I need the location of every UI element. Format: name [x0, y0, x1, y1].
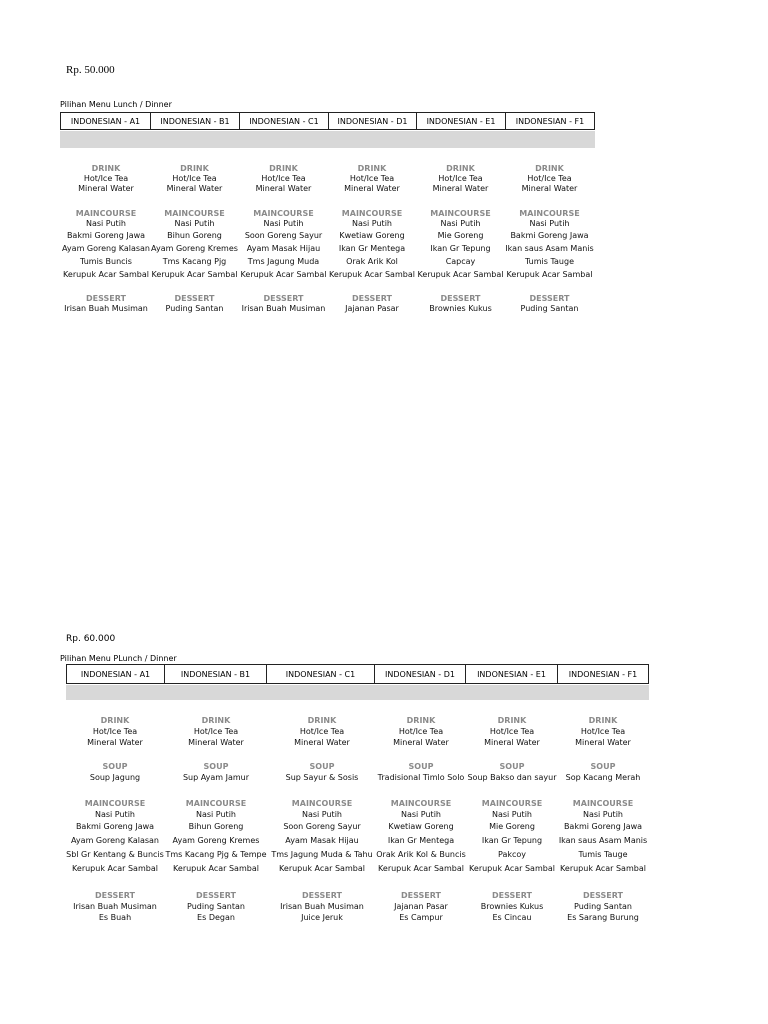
- main-section-label: MAINCOURSE: [341, 209, 403, 218]
- soup-section-label: SOUP: [203, 762, 229, 771]
- menu1-header-row: [60, 112, 595, 130]
- drink-item: Hot/Ice Tea: [489, 727, 535, 736]
- menu1-price: Rp. 50.000: [66, 64, 115, 76]
- main-item: Bakmi Goreng Jawa: [75, 822, 155, 831]
- drink-item: Hot/Ice Tea: [398, 727, 444, 736]
- dessert-section-label: DESSERT: [492, 891, 532, 900]
- menu2-header-d1: INDONESIAN - D1: [375, 665, 466, 683]
- main-item: Nasi Putih: [582, 810, 623, 819]
- soup-section-label: SOUP: [590, 762, 616, 771]
- main-item: Ayam Goreng Kalasan: [62, 244, 150, 253]
- main-item: Nasi Putih: [263, 219, 304, 228]
- drink-item: Mineral Water: [255, 184, 312, 193]
- drink-item: Mineral Water: [484, 738, 540, 747]
- main-item: Nasi Putih: [440, 219, 481, 228]
- menu2-column-b1: [164, 716, 268, 923]
- main-item: Kwetiaw Goreng: [339, 231, 405, 240]
- soup-section-label: SOUP: [408, 762, 434, 771]
- main-item: Bihun Goreng: [188, 822, 244, 831]
- main-item: Bakmi Goreng Jawa: [66, 231, 146, 240]
- soup-section-label: SOUP: [499, 762, 525, 771]
- menu1-column-f1: [505, 164, 594, 314]
- main-item: Nasi Putih: [85, 219, 126, 228]
- main-item: Pakcoy: [497, 850, 527, 859]
- drink-section-label: DRINK: [446, 164, 475, 173]
- menu1-header-f1: INDONESIAN - F1: [515, 116, 585, 126]
- main-item: Kerupuk Acar Sambal: [560, 864, 646, 873]
- main-item: Ikan Gr Mentega: [338, 244, 406, 253]
- menu1-column-c1: [239, 164, 328, 314]
- main-item: Sbl Gr Kentang & Buncis: [66, 850, 164, 859]
- main-item: Tumis Buncis: [80, 257, 132, 266]
- main-item: Ayam Goreng Kremes: [151, 244, 238, 253]
- main-item: Nasi Putih: [195, 810, 236, 819]
- main-item: Ikan saus Asam Manis: [558, 836, 648, 845]
- main-item: Ikan Gr Mentega: [387, 836, 455, 845]
- drink-section-label: DRINK: [535, 164, 564, 173]
- menu2-gray-band: [66, 685, 649, 700]
- menu1-column-e1: [416, 164, 505, 314]
- main-item: Ikan Gr Tepung: [481, 836, 543, 845]
- menu2-column-f1: [558, 716, 648, 923]
- menu2-header-e1: INDONESIAN - E1: [466, 665, 558, 683]
- main-item: Ayam Masak Hijau: [246, 244, 321, 253]
- main-item: Nasi Putih: [491, 810, 532, 819]
- soup-item: Sup Ayam Jamur: [182, 773, 250, 782]
- menu2-header-c1: INDONESIAN - C1: [267, 665, 375, 683]
- drink-item: Mineral Water: [432, 184, 489, 193]
- dessert-item: Brownies Kukus: [480, 902, 544, 911]
- drink-item: Mineral Water: [78, 184, 134, 193]
- menu1-column-b1: [150, 164, 239, 314]
- soup-item: Soup Jagung: [89, 773, 141, 782]
- drink-item: Hot/Ice Tea: [83, 174, 129, 183]
- dessert-section-label: DESSERT: [86, 294, 126, 303]
- menu1-header-c1: INDONESIAN - C1: [240, 113, 329, 129]
- main-item: Nasi Putih: [351, 219, 392, 228]
- dessert-item: Es Buah: [98, 913, 132, 922]
- menu2-header-f1: INDONESIAN - F1: [568, 669, 638, 679]
- soup-section-label: SOUP: [102, 762, 128, 771]
- main-item: Kerupuk Acar Sambal: [329, 270, 415, 279]
- main-item: Tms Jagung Muda: [247, 257, 320, 266]
- drink-item: Mineral Water: [344, 184, 400, 193]
- main-section-label: MAINCOURSE: [84, 799, 146, 808]
- dessert-item: Irisan Buah Musiman: [241, 304, 326, 313]
- main-item: Ikan Gr Tepung: [430, 244, 491, 253]
- soup-item: Soup Bakso dan sayur: [467, 773, 557, 782]
- menu2-column-e1: [466, 716, 558, 923]
- dessert-section-label: DESSERT: [401, 891, 441, 900]
- menu1-column-d1: [328, 164, 416, 314]
- main-item: Nasi Putih: [400, 810, 441, 819]
- soup-item: Sop Kacang Merah: [565, 773, 641, 782]
- dessert-item: Irisan Buah Musiman: [64, 304, 148, 313]
- drink-item: Hot/Ice Tea: [92, 727, 138, 736]
- main-item: Tms Jagung Muda & Tahu: [271, 850, 373, 859]
- dessert-section-label: DESSERT: [583, 891, 623, 900]
- drink-item: Mineral Water: [188, 738, 244, 747]
- main-item: Ayam Goreng Kalasan: [71, 836, 159, 845]
- menu1-column-a1: [61, 164, 151, 314]
- main-item: Tms Kacang Pjg & Tempe: [165, 850, 267, 859]
- main-item: Ayam Goreng Kremes: [172, 836, 260, 845]
- main-item: Ayam Masak Hijau: [285, 836, 359, 845]
- dessert-item: Jajanan Pasar: [394, 902, 448, 911]
- drink-item: Hot/Ice Tea: [172, 174, 217, 183]
- main-item: Nasi Putih: [529, 219, 570, 228]
- dessert-section-label: DESSERT: [196, 891, 236, 900]
- dessert-item: Jajanan Pasar: [345, 304, 399, 313]
- main-item: Mie Goreng: [489, 822, 535, 831]
- drink-section-label: DRINK: [357, 164, 387, 173]
- dessert-item: Es Sarang Burung: [567, 913, 639, 922]
- drink-item: Hot/Ice Tea: [438, 174, 483, 183]
- dessert-section-label: DESSERT: [440, 294, 481, 303]
- menu1-header-e1: INDONESIAN - E1: [417, 113, 506, 129]
- drink-item: Hot/Ice Tea: [299, 727, 345, 736]
- main-section-label: MAINCOURSE: [430, 209, 491, 218]
- main-item: Kerupuk Acar Sambal: [151, 270, 238, 279]
- menu2-header-b1: INDONESIAN - B1: [165, 665, 267, 683]
- drink-section-label: DRINK: [180, 164, 209, 173]
- dessert-item: Irisan Buah Musiman: [280, 902, 364, 911]
- main-item: Soon Goreng Sayur: [244, 231, 323, 240]
- main-item: Kerupuk Acar Sambal: [417, 270, 504, 279]
- main-section-label: MAINCOURSE: [519, 209, 580, 218]
- main-item: Kerupuk Acar Sambal: [279, 864, 365, 873]
- menu2-subtitle: Pilihan Menu PLunch / Dinner: [60, 654, 177, 663]
- soup-item: Sup Sayur & Sosis: [285, 773, 359, 782]
- menu1-subtitle: Pilihan Menu Lunch / Dinner: [60, 100, 172, 109]
- main-item: Orak Arik Kol & Buncis: [376, 850, 466, 859]
- drink-item: Mineral Water: [393, 738, 449, 747]
- menu1-gray-band: [60, 131, 595, 148]
- drink-item: Hot/Ice Tea: [261, 174, 306, 183]
- dessert-item: Es Campur: [399, 913, 443, 922]
- main-section-label: MAINCOURSE: [390, 799, 452, 808]
- main-item: Kerupuk Acar Sambal: [173, 864, 259, 873]
- main-item: Soon Goreng Sayur: [283, 822, 361, 831]
- main-item: Kerupuk Acar Sambal: [63, 270, 149, 279]
- drink-section-label: DRINK: [201, 716, 231, 725]
- dessert-section-label: DESSERT: [263, 294, 304, 303]
- dessert-section-label: DESSERT: [352, 294, 392, 303]
- drink-section-label: DRINK: [406, 716, 436, 725]
- menu2-column-d1: [376, 716, 466, 923]
- main-section-label: MAINCOURSE: [572, 799, 634, 808]
- drink-item: Hot/Ice Tea: [349, 174, 395, 183]
- menu1-header-a1: INDONESIAN - A1: [61, 113, 151, 129]
- dessert-item: Irisan Buah Musiman: [73, 902, 157, 911]
- dessert-section-label: DESSERT: [302, 891, 342, 900]
- menu2-column-a1: [66, 716, 164, 923]
- dessert-section-label: DESSERT: [174, 294, 215, 303]
- main-item: Tumis Tauge: [578, 850, 628, 859]
- main-section-label: MAINCOURSE: [164, 209, 225, 218]
- main-section-label: MAINCOURSE: [185, 799, 247, 808]
- drink-item: Hot/Ice Tea: [193, 727, 239, 736]
- menu2-column-c1: [268, 716, 376, 923]
- drink-item: Mineral Water: [87, 738, 143, 747]
- soup-item: Tradisional Timlo Solo: [377, 773, 465, 782]
- main-item: Capcay: [445, 257, 476, 266]
- main-item: Bihun Goreng: [167, 231, 222, 240]
- main-section-label: MAINCOURSE: [481, 799, 543, 808]
- main-item: Nasi Putih: [301, 810, 342, 819]
- main-section-label: MAINCOURSE: [75, 209, 137, 218]
- main-item: Ikan saus Asam Manis: [505, 244, 594, 253]
- drink-section-label: DRINK: [497, 716, 527, 725]
- drink-item: Hot/Ice Tea: [580, 727, 626, 736]
- main-item: Nasi Putih: [174, 219, 215, 228]
- main-item: Tumis Tauge: [524, 257, 574, 266]
- main-item: Bakmi Goreng Jawa: [563, 822, 643, 831]
- dessert-item: Puding Santan: [187, 902, 245, 911]
- dessert-item: Es Degan: [197, 913, 235, 922]
- soup-section-label: SOUP: [309, 762, 335, 771]
- drink-section-label: DRINK: [91, 164, 121, 173]
- drink-item: Mineral Water: [294, 738, 350, 747]
- menu1-header-d1: INDONESIAN - D1: [329, 113, 417, 129]
- drink-section-label: DRINK: [307, 716, 337, 725]
- main-item: Tms Kacang Pjg: [162, 257, 227, 266]
- drink-item: Mineral Water: [166, 184, 223, 193]
- main-item: Mie Goreng: [437, 231, 484, 240]
- main-item: Kerupuk Acar Sambal: [240, 270, 327, 279]
- dessert-item: Es Cincau: [492, 913, 532, 922]
- main-item: Kerupuk Acar Sambal: [469, 864, 555, 873]
- dessert-item: Puding Santan: [574, 902, 632, 911]
- drink-item: Hot/Ice Tea: [527, 174, 572, 183]
- drink-section-label: DRINK: [269, 164, 298, 173]
- drink-section-label: DRINK: [100, 716, 130, 725]
- main-section-label: MAINCOURSE: [253, 209, 314, 218]
- main-item: Orak Arik Kol: [346, 257, 398, 266]
- main-item: Bakmi Goreng Jawa: [510, 231, 589, 240]
- main-item: Kerupuk Acar Sambal: [506, 270, 593, 279]
- dessert-item: Puding Santan: [165, 304, 224, 313]
- menu2-header-a1: INDONESIAN - A1: [67, 665, 165, 683]
- dessert-item: Puding Santan: [520, 304, 579, 313]
- main-item: Nasi Putih: [94, 810, 135, 819]
- dessert-item: Brownies Kukus: [429, 304, 492, 313]
- menu2-header-row: [66, 664, 649, 684]
- dessert-section-label: DESSERT: [529, 294, 570, 303]
- menu1-header-b1: INDONESIAN - B1: [151, 113, 240, 129]
- menu2-price: Rp. 60.000: [66, 634, 116, 644]
- drink-item: Mineral Water: [521, 184, 578, 193]
- dessert-item: Juice Jeruk: [301, 913, 343, 922]
- main-item: Kwetiaw Goreng: [388, 822, 454, 831]
- dessert-section-label: DESSERT: [95, 891, 135, 900]
- drink-item: Mineral Water: [575, 738, 631, 747]
- drink-section-label: DRINK: [588, 716, 618, 725]
- main-item: Kerupuk Acar Sambal: [378, 864, 464, 873]
- main-section-label: MAINCOURSE: [291, 799, 353, 808]
- main-item: Kerupuk Acar Sambal: [72, 864, 158, 873]
